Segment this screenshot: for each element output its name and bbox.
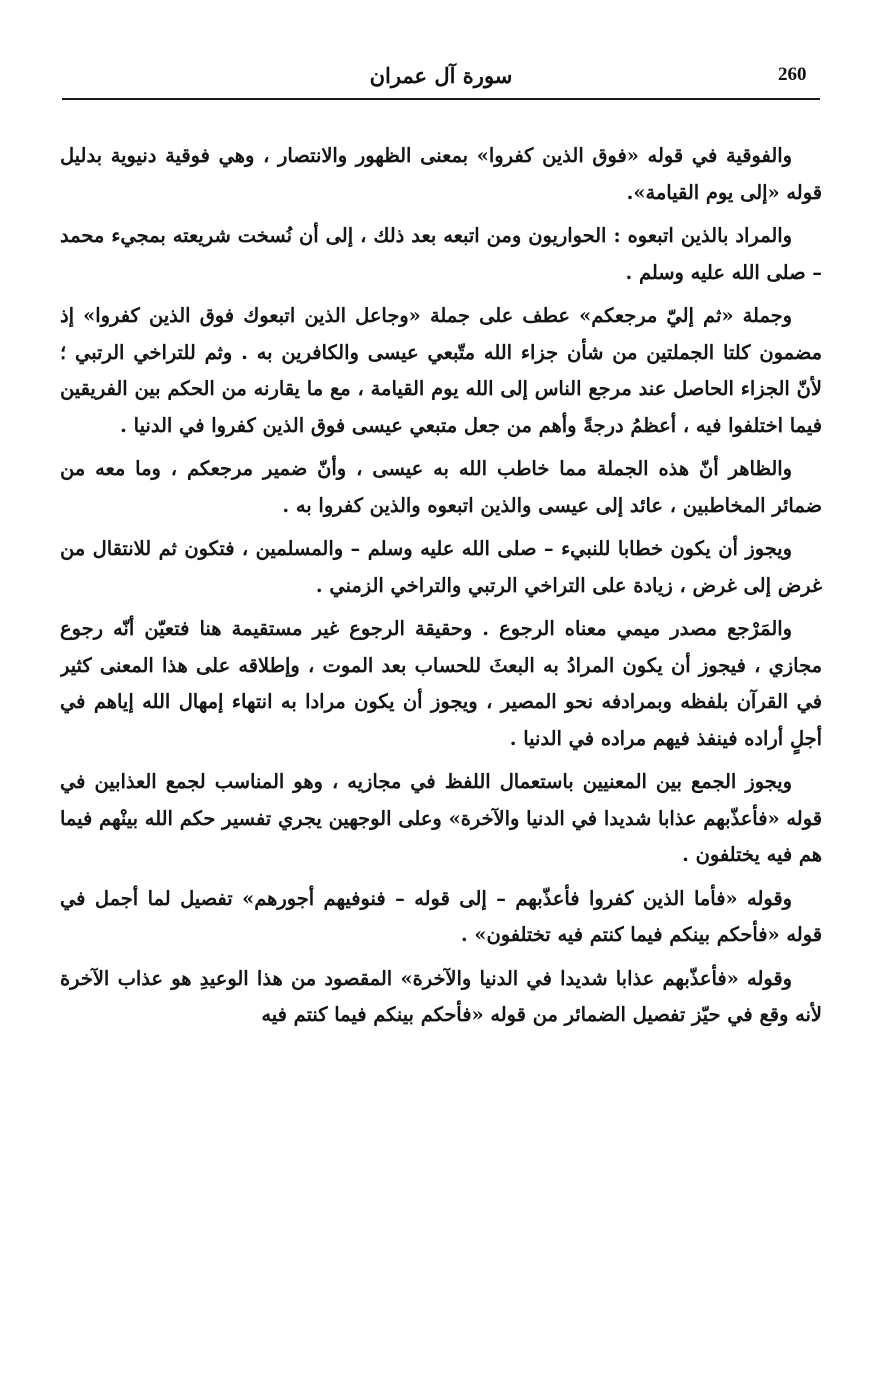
paragraph: والظاهر أنّ هذه الجملة مما خاطب الله به عيسى ، وأنّ ضمير مرجعكم ، وما معه من ضمائر المخاطبين ، عائد إلى عيسى والذين اتبعوه والذين كفروا به . (60, 457, 822, 517)
paragraph: ويجوز أن يكون خطابا للنبيء – صلى الله عليه وسلم – والمسلمين ، فتكون ثم للانتقال من غرض إلى غرض ، زيادة على التراخي الرتبي والتراخي الزمني . (60, 537, 822, 597)
paragraph: وقوله «فأما الذين كفروا فأعذّبهم – إلى قوله – فنوفيهم أجورهم» تفصيل لما أجمل في قوله «فأحكم بينكم فيما كنتم فيه تختلفون» . (60, 886, 822, 946)
paragraph: والمراد بالذين اتبعوه : الحواريون ومن اتبعه بعد ذلك ، إلى أن نُسخت شريعته بمجيء محمد – صلى الله عليه وسلم . (60, 224, 822, 284)
paragraph: والفوقية في قوله «فوق الذين كفروا» بمعنى الظهور والانتصار ، وهي فوقية دنيوية بدليل قوله «إلى يوم القيامة». (60, 144, 822, 204)
paragraph: ويجوز الجمع بين المعنيين باستعمال اللفظ في مجازيه ، وهو المناسب لجمع العذابين في قوله «فأعذّبهم عذابا شديدا في الدنيا والآخرة» وعلى الوجهين يجري تفسير حكم الله بينْهم فيما هم فيه يختلفون . (60, 770, 822, 866)
paragraph: والمَرْجع مصدر ميمي معناه الرجوع . وحقيقة الرجوع غير مستقيمة هنا فتعيّن أنّه رجوع مجازي ، فيجوز أن يكون المرادُ به البعثَ للحساب بعد الموت ، وإطلاقه على هذا المعنى كثير في القرآن بلفظه وبمرادفه نحو المصير ، ويجوز أن يكون مرادا به انتهاء إمهال الله إياهم في أجلٍ أراده فينفذ فيهم مراده في الدنيا . (60, 617, 822, 750)
body-text (60, 138, 822, 1248)
page-header (62, 60, 820, 100)
page-number: 260 (778, 64, 807, 85)
paragraph: وجملة «ثم إليّ مرجعكم» عطف على جملة «وجاعل الذين اتبعوك فوق الذين كفروا» إذ مضمون كلتا الجملتين من شأن جزاء الله متّبعي عيسى والكافرين به . وثم للتراخي الرتبي ؛ لأنّ الجزاء الحاصل عند مرجع الناس إلى الله يوم القيامة ، مع ما يقارنه من الحكم بين الفريقين فيما اختلفوا فيه ، أعظمُ درجةً وأهم من جعل متبعي عيسى فوق الذين كفروا في الدنيا . (60, 304, 822, 437)
header-rule (62, 98, 820, 100)
running-title: سورة آل عمران (369, 63, 513, 88)
paragraph: وقوله «فأعذّبهم عذابا شديدا في الدنيا والآخرة» المقصود من هذا الوعيدِ هو عذاب الآخرة لأنه وقع في حيّز تفصيل الضمائر من قوله «فأحكم بينكم فيما كنتم فيه (60, 966, 822, 1026)
